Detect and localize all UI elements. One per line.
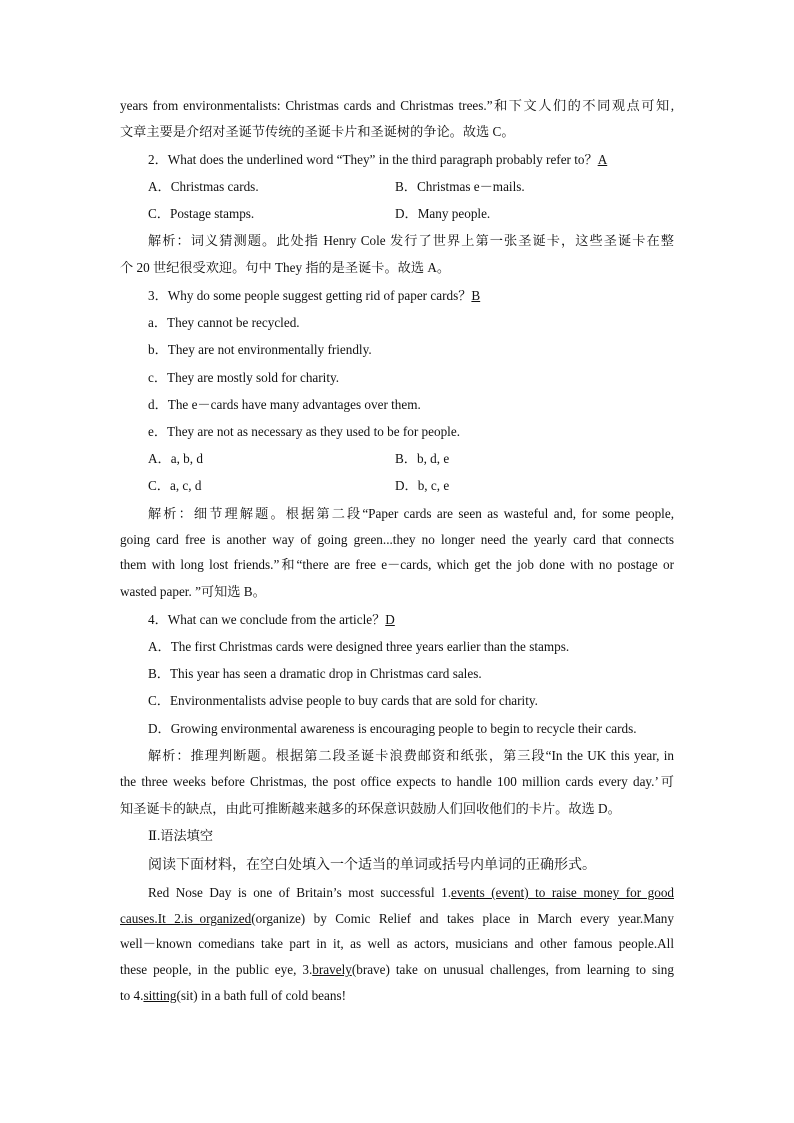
q3-options-row-1 [148,450,674,468]
intro-line-1: years from environmentalists: Christmas cards and Christmas trees.”和下文人们的不同观点可知, [120,98,674,113]
passage-text: Red Nose Day is one of Britain’s most successful 1. [148,885,452,900]
q3-option-a: A．a, b, d [148,451,203,466]
q2-explanation-line-1: 解析：词义猜测题。此处指 Henry Cole 发行了世界上第一张圣诞卡，这些圣诞卡在整 [148,233,674,248]
q3-item-c: c．They are mostly sold for charity. [148,370,340,385]
passage-line-4 [120,961,674,979]
q3-explanation-line-3: them with long lost friends.”和“there are free e－cards, which get the job done with no postage or [120,557,674,572]
q3-stem [148,287,674,305]
section2-heading: Ⅱ.语法填空 [148,828,214,843]
q3-options-row-2 [148,477,674,495]
q3-option-c: C．a, c, d [148,478,202,493]
q2-option-c: C．Postage stamps. [148,206,255,221]
q3-option-b: B．b, d, e [395,451,450,466]
q2-option-a: A．Christmas cards. [148,179,259,194]
passage-text: (sit) in a bath full of cold beans! [176,988,346,1003]
q3-stem-text: 3．Why do some people suggest getting rid of paper cards？ [148,288,472,303]
q2-option-b: B．Christmas e－mails. [395,179,525,194]
q4-option-c: C．Environmentalists advise people to buy cards that are sold for charity. [148,693,538,708]
q2-options-row-2 [148,205,674,223]
q4-option-b: B．This year has seen a dramatic drop in Christmas card sales. [148,666,482,681]
passage-text: to 4. [120,988,144,1003]
q3-item-d: d．The e－cards have many advantages over them. [148,397,421,412]
q4-option-a: A．The first Christmas cards were designed three years earlier than the stamps. [148,639,570,654]
q2-stem [148,151,674,169]
passage-line-5 [120,987,674,1005]
blank-4-answer: sitting [143,988,177,1003]
q2-explanation-line-2: 个 20 世纪很受欢迎。句中 They 指的是圣诞卡。故选 A。 [120,260,451,275]
q3-item-e: e．They are not as necessary as they used to be for people. [148,424,460,439]
passage-line-1 [148,884,674,902]
q4-stem-text: 4．What can we conclude from the article？ [148,612,386,627]
q4-explanation-line-3: 知圣诞卡的缺点，由此可推断越来越多的环保意识鼓励人们回收他们的卡片。故选 D。 [120,801,621,816]
q3-explanation-line-4: wasted paper. ”可知选 B。 [120,584,266,599]
passage-text: these people, in the public eye, 3. [120,962,313,977]
blank-3-answer: bravely [312,962,352,977]
q4-explanation-line-2: the three weeks before Christmas, the post office expects to handle 100 million cards every day.’可 [120,774,674,789]
q2-answer: A [597,152,608,167]
passage-text-underlined: causes.It 2. [120,911,185,926]
q3-explanation-line-2: going card free is another way of going green...they no longer need the yearly card that connects [120,532,674,547]
q3-option-d: D．b, c, e [395,478,450,493]
passage-text: (organize) by Comic Relief and takes place in March every year.Many [251,911,674,926]
section2-instruction: 阅读下面材料，在空白处填入一个适当的单词或括号内单词的正确形式。 [148,858,596,873]
blank-2-answer: is_organized [184,911,252,926]
q2-options-row-1 [148,178,674,196]
q4-stem [148,611,674,629]
q4-explanation-line-1: 解析：推理判断题。根据第二段圣诞卡浪费邮资和纸张，第三段“In the UK this year, in [148,748,674,763]
intro-line-2: 文章主要是介绍对圣诞节传统的圣诞卡片和圣诞树的争论。故选 C。 [120,124,515,139]
passage-line-3: well－known comedians take part in it, as well as actors, musicians and other famous people.All [120,936,674,951]
q3-item-a: a．They cannot be recycled. [148,315,300,330]
q4-answer: D [385,612,395,627]
blank-1-answer: events (event) to raise money for good [451,885,675,900]
passage-line-2 [120,910,674,928]
passage-text: (brave) take on unusual challenges, from learning to sing [351,962,674,977]
q2-stem-text: 2．What does the underlined word “They” in the third paragraph probably refer to？ [148,152,598,167]
q4-option-d: D．Growing environmental awareness is encouraging people to begin to recycle their cards. [148,721,637,736]
q3-item-b: b．They are not environmentally friendly. [148,342,372,357]
q2-option-d: D．Many people. [395,206,491,221]
q3-answer: B [471,288,481,303]
q3-explanation-line-1: 解析：细节理解题。根据第二段“Paper cards are seen as wasteful and, for some people, [148,506,674,521]
